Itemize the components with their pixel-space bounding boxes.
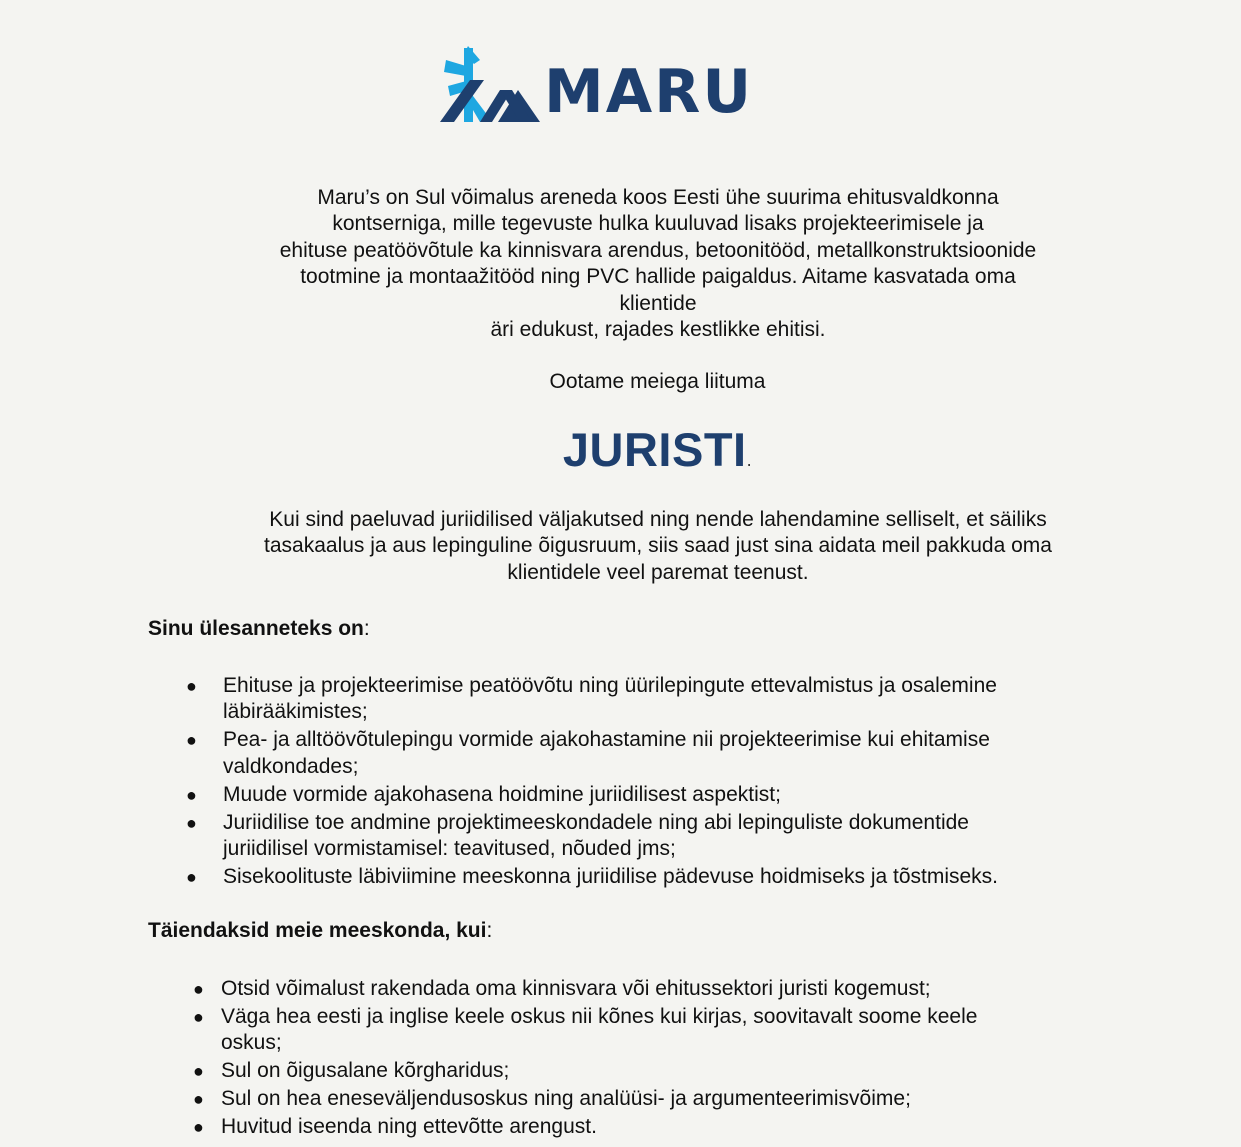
list-item [186, 727, 1103, 780]
list-item [186, 810, 1103, 863]
list-item-line: oskus; [221, 1031, 282, 1055]
list-item-line: Sul on õigusalane kõrgharidus; [221, 1059, 510, 1083]
tasks-heading-colon: : [363, 617, 370, 640]
list-item-line: valdkondades; [223, 754, 359, 778]
list-item [193, 1004, 1081, 1057]
list-item [186, 782, 1103, 808]
list-item [193, 976, 1081, 1002]
bullet-icon: ● [186, 676, 197, 696]
list-item-line: Juriidilise toe andmine projektimeeskondadele ning abi lepinguliste dokumentide [223, 810, 969, 834]
list-item-line: Muude vormide ajakohasena hoidmine juriidilisest aspektist; [223, 782, 781, 806]
intro-line: äri edukust, rajades kestlikke ehitisi. [490, 318, 826, 342]
join-text: Ootame meiega liituma [549, 370, 766, 393]
maru-logo [440, 46, 806, 128]
list-item-line: Otsid võimalust rakendada oma kinnisvara või ehitussektori juristi kogemust; [221, 977, 931, 1000]
requirements-heading-text: Täiendaksid meie meeskonda, kui [148, 919, 487, 942]
list-item-line: Ehituse ja projekteerimise peatöövõtu ning üürilepingute ettevalmistus ja osalemine [223, 674, 997, 697]
description-line: tasakaalus ja aus lepinguline õigusruum, siis saad just sina aidata meil pakkuda oma [264, 534, 1052, 558]
intro-paragraph [230, 185, 1086, 343]
tasks-heading-text: Sinu ülesanneteks on [148, 617, 364, 640]
maru-wordmark: MARU [544, 57, 754, 127]
description-line: klientidele veel paremat teenust. [507, 560, 809, 584]
bullet-icon: ● [186, 730, 197, 751]
list-item-line: Pea- ja alltöövõtulepingu vormide ajakohastamine nii projekteerimise kui ehitamise [223, 728, 990, 752]
list-item [193, 1086, 1081, 1112]
bullet-icon: ● [186, 784, 197, 805]
list-item [186, 864, 1103, 890]
requirements-heading [148, 918, 492, 944]
description-line: Kui sind paeluvad juriidilised väljakutsed ning nende lahendamine selliselt, et säiliks [269, 508, 1047, 531]
bullet-icon: ● [193, 1061, 204, 1082]
intro-line: klientide [619, 291, 697, 315]
list-item-line: Huvitud iseenda ning ettevõtte arengust. [221, 1115, 597, 1139]
intro-line: tootmine ja montaažitööd ning PVC hallide paigaldus. Aitame kasvatada oma [300, 265, 1016, 289]
requirements-list [193, 976, 1081, 1142]
list-item [193, 1114, 1081, 1140]
tasks-list [186, 673, 1103, 892]
bullet-icon: ● [193, 1006, 204, 1027]
list-item [193, 1058, 1081, 1084]
requirements-heading-colon: : [486, 919, 493, 942]
list-item-line: Väga hea eesti ja inglise keele oskus nii kõnes kui kirjas, soovitavalt soome keele [221, 1004, 978, 1028]
list-item-line: Sisekoolituste läbiviimine meeskonna juriidilise pädevuse hoidmiseks ja tõstmiseks. [223, 864, 999, 888]
job-title-text: JURISTI [562, 423, 747, 476]
description-paragraph [222, 507, 1094, 586]
tasks-heading [148, 616, 370, 642]
bullet-icon: ● [186, 866, 197, 887]
bullet-icon: ● [186, 812, 197, 833]
intro-line: ehituse peatöövõtule ka kinnisvara arendus, betoonitööd, metallkonstruktsioonide [279, 238, 1037, 262]
bullet-icon: ● [193, 1117, 204, 1138]
intro-line: kontserniga, mille tegevuste hulka kuuluvad lisaks projekteerimisele ja [332, 212, 984, 236]
job-title [0, 422, 1241, 488]
list-item-line: läbirääkimistes; [223, 700, 368, 724]
list-item-line: juriidilisel vormistamisel: teavitused, nõuded jms; [223, 836, 676, 860]
job-title-suffix: . [746, 450, 753, 470]
bullet-icon: ● [193, 1089, 204, 1110]
intro-line: Maru’s on Sul võimalus areneda koos Eesti ühe suurima ehitusvaldkonna [317, 186, 999, 209]
list-item-line: Sul on hea eneseväljendusoskus ning analüüsi- ja argumenteerimisvõime; [221, 1087, 911, 1111]
list-item [186, 673, 1103, 726]
bullet-icon: ● [193, 979, 204, 999]
